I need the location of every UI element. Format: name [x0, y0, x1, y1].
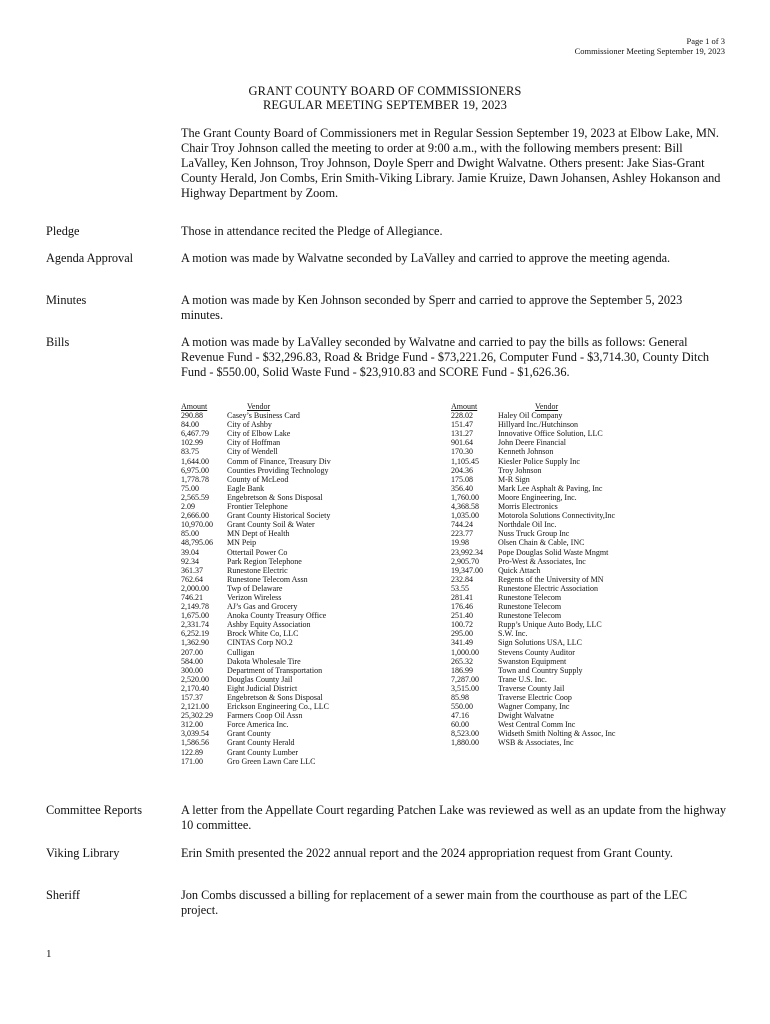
table-row [181, 748, 331, 757]
bill-amount: 19,347.00 [451, 565, 483, 575]
bill-vendor: Engebretson & Sons Disposal [227, 492, 323, 502]
table-row [181, 638, 331, 647]
bill-vendor: Trane U.S. Inc. [498, 674, 547, 684]
bill-amount: 1,644.00 [181, 456, 209, 466]
bill-vendor: Pro-West & Associates, Inc [498, 556, 586, 566]
table-row [451, 475, 615, 484]
table-row [181, 429, 331, 438]
bill-amount: 204.36 [451, 465, 473, 475]
bill-vendor: Farmers Coop Oil Assn [227, 711, 303, 721]
table-row [451, 484, 615, 493]
bill-amount: 102.99 [181, 438, 203, 448]
table-row [181, 757, 331, 766]
table-row [451, 629, 615, 638]
table-row [181, 729, 331, 738]
bill-vendor: City of Ashby [227, 420, 272, 430]
bill-vendor: Troy Johnson [498, 465, 542, 475]
bill-amount: 6,467.79 [181, 429, 209, 439]
bill-vendor: AJ’s Gas and Grocery [227, 602, 298, 612]
table-row [451, 457, 615, 466]
bill-vendor: Eagle Bank [227, 483, 265, 493]
table-row [181, 493, 331, 502]
bill-amount: 131.27 [451, 429, 473, 439]
bill-vendor: County of McLeod [227, 474, 289, 484]
bill-vendor: Erickson Engineering Co., LLC [227, 702, 329, 712]
table-row [181, 602, 331, 611]
bill-vendor: Culligan [227, 647, 255, 657]
table-row [451, 429, 615, 438]
table-row [181, 520, 331, 529]
table-row [451, 620, 615, 629]
bill-vendor: S.W. Inc. [498, 629, 528, 639]
minutes-label: Minutes [46, 293, 87, 307]
bill-amount: 2,565.59 [181, 492, 209, 502]
table-row [181, 557, 331, 566]
bill-vendor: Runestone Telecom Assn [227, 574, 308, 584]
bill-amount: 4,368.58 [451, 502, 479, 512]
bill-amount: 100.72 [451, 620, 473, 630]
vendor-header: Vendor [247, 402, 271, 411]
bill-amount: 151.47 [451, 420, 473, 430]
bill-amount: 2,000.00 [181, 583, 209, 593]
bill-vendor: Olsen Chain & Cable, INC [498, 538, 585, 548]
table-row [181, 475, 331, 484]
bill-amount: 251.40 [451, 611, 473, 621]
bill-amount: 1,675.00 [181, 611, 209, 621]
table-row [451, 711, 615, 720]
bill-amount: 85.00 [181, 529, 199, 539]
bill-amount: 8,523.00 [451, 729, 479, 739]
bill-amount: 53.55 [451, 583, 469, 593]
bill-amount: 170.30 [451, 447, 473, 457]
bill-vendor: Comm of Finance, Treasury Div [227, 456, 331, 466]
viking-label: Viking Library [46, 846, 120, 860]
bill-vendor: Force America Inc. [227, 720, 289, 730]
table-row [451, 548, 615, 557]
bill-vendor: Runestone Telecom [498, 611, 562, 621]
table-row [181, 675, 331, 684]
table-row [181, 738, 331, 747]
bill-vendor: Swanston Equipment [498, 656, 567, 666]
table-row [181, 484, 331, 493]
bill-vendor: Brock White Co, LLC [227, 629, 299, 639]
bill-vendor: Regents of the University of MN [498, 574, 604, 584]
bill-amount: 3,039.54 [181, 729, 209, 739]
bill-vendor: Town and Country Supply [498, 665, 583, 675]
bill-vendor: MN Dept of Health [227, 529, 290, 539]
bill-vendor: Douglas County Jail [227, 674, 293, 684]
bill-amount: 901.64 [451, 438, 473, 448]
bill-vendor: Grant County Soil & Water [227, 520, 315, 530]
bill-vendor: Kenneth Johnson [498, 447, 554, 457]
agenda-text: A motion was made by Walvatne seconded by LaValley and carried to approve the meeting agenda. [181, 251, 671, 265]
table-row [451, 502, 615, 511]
bill-amount: 1,105.45 [451, 456, 479, 466]
bill-amount: 744.24 [451, 520, 473, 530]
bill-amount: 186.99 [451, 665, 473, 675]
bill-amount: 122.89 [181, 747, 203, 757]
agenda-label: Agenda Approval [46, 251, 134, 265]
table-row [451, 411, 615, 420]
table-row [181, 711, 331, 720]
bill-amount: 6,975.00 [181, 465, 209, 475]
table-row [181, 702, 331, 711]
bill-vendor: Kiesler Police Supply Inc [498, 456, 580, 466]
pledge-label: Pledge [46, 224, 80, 238]
bill-vendor: Runestone Telecom [498, 602, 562, 612]
table-row [451, 693, 615, 702]
bill-amount: 1,000.00 [451, 647, 479, 657]
bill-vendor: Innovative Office Solution, LLC [498, 429, 603, 439]
table-row [181, 693, 331, 702]
bill-amount: 207.00 [181, 647, 203, 657]
bill-amount: 2.09 [181, 502, 195, 512]
viking-text: Erin Smith presented the 2022 annual report and the 2024 appropriation request from Grant County. [181, 846, 673, 860]
table-row [451, 638, 615, 647]
bills-label: Bills [46, 335, 70, 349]
bill-amount: 232.84 [451, 574, 473, 584]
bill-amount: 75.00 [181, 483, 199, 493]
bill-amount: 1,880.00 [451, 738, 479, 748]
table-row [451, 738, 615, 747]
bills-text: A motion was made by LaValley seconded by Walvatne and carried to pay the bills as follows: General Revenue Fund - $32,296.83, Road & Bridge Fund - $73,221.26, Computer Fund - $3,714.30, County Ditch Fund - $550.00, Solid Waste Fund - $23,910.83 and SCORE Fund - $1,626.36. [181, 335, 710, 379]
committee-label: Committee Reports [46, 803, 142, 817]
table-row [181, 584, 331, 593]
sheriff-label: Sheriff [46, 888, 80, 902]
bill-vendor: Dwight Walvatne [498, 711, 554, 721]
bill-vendor: West Central Comm Inc [498, 720, 576, 730]
table-row [451, 684, 615, 693]
bill-vendor: Traverse County Jail [498, 683, 565, 693]
table-row [181, 529, 331, 538]
bill-amount: 60.00 [451, 720, 469, 730]
bill-amount: 281.41 [451, 592, 473, 602]
table-row [451, 611, 615, 620]
bill-amount: 47.16 [451, 711, 469, 721]
table-row [451, 566, 615, 575]
bill-vendor: John Deere Financial [498, 438, 566, 448]
bill-amount: 171.00 [181, 756, 203, 766]
table-row [451, 466, 615, 475]
table-row [181, 648, 331, 657]
bill-amount: 356.40 [451, 483, 473, 493]
table-row [181, 420, 331, 429]
bill-vendor: MN Peip [227, 538, 257, 548]
table-row [181, 611, 331, 620]
bill-amount: 176.46 [451, 602, 473, 612]
bill-amount: 300.00 [181, 665, 203, 675]
bill-vendor: Grant County Herald [227, 738, 295, 748]
meeting-reference: Commissioner Meeting September 19, 2023 [574, 46, 725, 56]
bill-vendor: City of Wendell [227, 447, 278, 457]
bill-vendor: Hillyard Inc./Hutchinson [498, 420, 578, 430]
table-row [181, 502, 331, 511]
amount-header: Amount [451, 402, 478, 411]
sheriff-text: Jon Combs discussed a billing for replacement of a sewer main from the courthouse as part of the LEC project. [181, 888, 688, 917]
document-title [0, 84, 770, 112]
bill-vendor: Widseth Smith Nolting & Assoc, Inc [498, 729, 616, 739]
bill-amount: 762.64 [181, 574, 203, 584]
bill-amount: 584.00 [181, 656, 203, 666]
bill-amount: 25,302.29 [181, 711, 213, 721]
table-row [181, 720, 331, 729]
intro-paragraph: The Grant County Board of Commissioners met in Regular Session September 19, 2023 at Elbow Lake, MN. Chair Troy Johnson called the meeting to order at 9:00 a.m., with the following members present: Bill LaValley, Ken Johnson, Troy Johnson, Doyle Sperr and Dwight Walvatne. Others present: Jake Sias-Grant County Herald, Jon Combs, Erin Smith-Viking Library. Jamie Kruize, Dawn Johansen, Ashley Hokanson and Highway Department by Zoom. [181, 126, 721, 200]
table-row [451, 438, 615, 447]
bill-amount: 10,970.00 [181, 520, 213, 530]
bill-vendor: Engebretson & Sons Disposal [227, 693, 323, 702]
bill-amount: 1,760.00 [451, 492, 479, 502]
table-row [451, 675, 615, 684]
bill-amount: 23,992.34 [451, 547, 483, 557]
bill-amount: 2,666.00 [181, 511, 209, 521]
bill-vendor: Quick Attach [498, 565, 541, 575]
table-row [181, 620, 331, 629]
table-row [451, 511, 615, 520]
bill-vendor: Stevens County Auditor [498, 647, 575, 657]
table-row [451, 657, 615, 666]
table-row [451, 447, 615, 456]
bill-amount: 312.00 [181, 720, 203, 730]
bill-amount: 2,520.00 [181, 674, 209, 684]
bill-vendor: Nuss Truck Group Inc [498, 529, 570, 539]
bill-amount: 1,778.78 [181, 474, 209, 484]
bill-amount: 361.37 [181, 565, 203, 575]
bill-vendor: Mark Lee Asphalt & Paving, Inc [498, 483, 603, 493]
bill-amount: 6,252.19 [181, 629, 209, 639]
bill-amount: 83.75 [181, 447, 199, 457]
bill-vendor: Morris Electronics [498, 502, 558, 512]
table-row [451, 666, 615, 675]
table-row [181, 447, 331, 456]
bill-vendor: Ashby Equity Association [227, 620, 311, 630]
title-line-1: GRANT COUNTY BOARD OF COMMISSIONERS [248, 84, 522, 98]
table-row [181, 629, 331, 638]
table-row [451, 529, 615, 538]
bill-vendor: Northdale Oil Inc. [498, 520, 557, 530]
bill-vendor: Dakota Wholesale Tire [227, 656, 301, 666]
bill-vendor: Department of Transportation [227, 665, 323, 675]
bill-amount: 295.00 [451, 629, 473, 639]
bill-amount: 92.34 [181, 556, 199, 566]
bill-vendor: City of Hoffman [227, 438, 281, 448]
bill-amount: 175.08 [451, 474, 473, 484]
bill-vendor: Twp of Delaware [227, 583, 283, 593]
bill-amount: 1,035.00 [451, 511, 479, 521]
table-row [181, 548, 331, 557]
bill-vendor: Motorola Solutions Connectivity,Inc [498, 511, 616, 521]
bill-amount: 157.37 [181, 693, 203, 702]
bill-vendor: Ottertail Power Co [227, 547, 288, 557]
table-row [451, 720, 615, 729]
table-row [181, 593, 331, 602]
title-line-2: REGULAR MEETING SEPTEMBER 19, 2023 [262, 98, 508, 112]
page-number: 1 [46, 948, 52, 960]
bill-amount: 1,586.56 [181, 738, 209, 748]
bill-amount: 228.02 [451, 411, 473, 421]
page-indicator: Page 1 of 3 [686, 36, 725, 46]
bill-amount: 2,121.00 [181, 702, 209, 712]
bill-vendor: Counties Providing Technology [227, 465, 329, 475]
bill-vendor: City of Elbow Lake [227, 429, 291, 439]
table-header [181, 402, 331, 411]
page-header [575, 36, 725, 56]
table-row [181, 466, 331, 475]
table-row [181, 666, 331, 675]
table-row [451, 593, 615, 602]
table-row [451, 729, 615, 738]
minutes-text: A motion was made by Ken Johnson seconded by Sperr and carried to approve the September 5, 2023 minutes. [181, 293, 683, 322]
bill-amount: 85.98 [451, 693, 469, 702]
table-row [451, 575, 615, 584]
table-row [451, 702, 615, 711]
vendor-header: Vendor [535, 402, 559, 411]
bills-table-left [181, 402, 331, 766]
amount-header: Amount [181, 402, 208, 411]
table-row [451, 648, 615, 657]
table-row [451, 557, 615, 566]
bill-amount: 3,515.00 [451, 683, 479, 693]
bill-vendor: Gro Green Lawn Care LLC [227, 756, 316, 766]
bills-table-right [451, 402, 615, 748]
bill-amount: 223.77 [451, 529, 473, 539]
bill-vendor: Grant County Lumber [227, 747, 299, 757]
bill-vendor: Casey’s Business Card [227, 411, 300, 421]
table-row [181, 457, 331, 466]
bill-vendor: Anoka County Treasury Office [227, 611, 327, 621]
table-row [181, 538, 331, 547]
bill-vendor: Pope Douglas Solid Waste Mngmt [498, 547, 609, 557]
bill-vendor: Sign Solutions USA, LLC [498, 638, 583, 648]
bill-amount: 19.98 [451, 538, 469, 548]
bill-amount: 2,905.70 [451, 556, 479, 566]
table-row [181, 511, 331, 520]
table-row [181, 575, 331, 584]
table-row [451, 420, 615, 429]
bill-vendor: Grant County Historical Society [227, 511, 331, 521]
table-row [181, 438, 331, 447]
bill-vendor: Frontier Telephone [227, 502, 288, 512]
table-row [451, 584, 615, 593]
table-row [181, 657, 331, 666]
bill-vendor: Wagner Company, Inc [498, 702, 570, 712]
table-row [451, 538, 615, 547]
bill-amount: 265.32 [451, 656, 473, 666]
bill-amount: 2,149.78 [181, 602, 209, 612]
table-row [451, 493, 615, 502]
bill-amount: 290.88 [181, 411, 203, 421]
bill-amount: 7,287.00 [451, 674, 479, 684]
bill-amount: 1,362.90 [181, 638, 209, 648]
bill-amount: 48,795.06 [181, 538, 213, 548]
bill-amount: 39.04 [181, 547, 199, 557]
bill-vendor: Rupp’s Unique Auto Body, LLC [498, 620, 602, 630]
bill-vendor: Runestone Electric [227, 565, 288, 575]
bill-amount: 746.21 [181, 592, 203, 602]
bill-vendor: Verizon Wireless [227, 592, 282, 602]
pledge-text: Those in attendance recited the Pledge of Allegiance. [181, 224, 443, 238]
bill-vendor: M-R Sign [498, 474, 530, 484]
table-header [451, 402, 615, 411]
committee-text: A letter from the Appellate Court regarding Patchen Lake was reviewed as well as an update from the highway 10 committee. [181, 803, 726, 832]
bill-vendor: Haley Oil Company [498, 411, 563, 421]
bill-vendor: Runestone Electric Association [498, 583, 598, 593]
bill-vendor: Runestone Telecom [498, 592, 562, 602]
table-row [181, 411, 331, 420]
bill-amount: 84.00 [181, 420, 199, 430]
bill-vendor: Park Region Telephone [227, 556, 302, 566]
bill-vendor: Grant County [227, 729, 271, 739]
bill-amount: 2,170.40 [181, 683, 209, 693]
bill-vendor: Traverse Electric Coop [498, 693, 572, 702]
bill-vendor: Moore Engineering, Inc. [498, 492, 577, 502]
bill-vendor: WSB & Associates, Inc [498, 738, 574, 748]
bill-amount: 341.49 [451, 638, 473, 648]
bill-amount: 2,331.74 [181, 620, 209, 630]
table-row [181, 684, 331, 693]
table-row [451, 520, 615, 529]
table-row [181, 566, 331, 575]
bill-amount: 550.00 [451, 702, 473, 712]
bill-vendor: Eight Judicial District [227, 683, 298, 693]
bill-vendor: CINTAS Corp NO.2 [227, 638, 293, 648]
table-row [451, 602, 615, 611]
